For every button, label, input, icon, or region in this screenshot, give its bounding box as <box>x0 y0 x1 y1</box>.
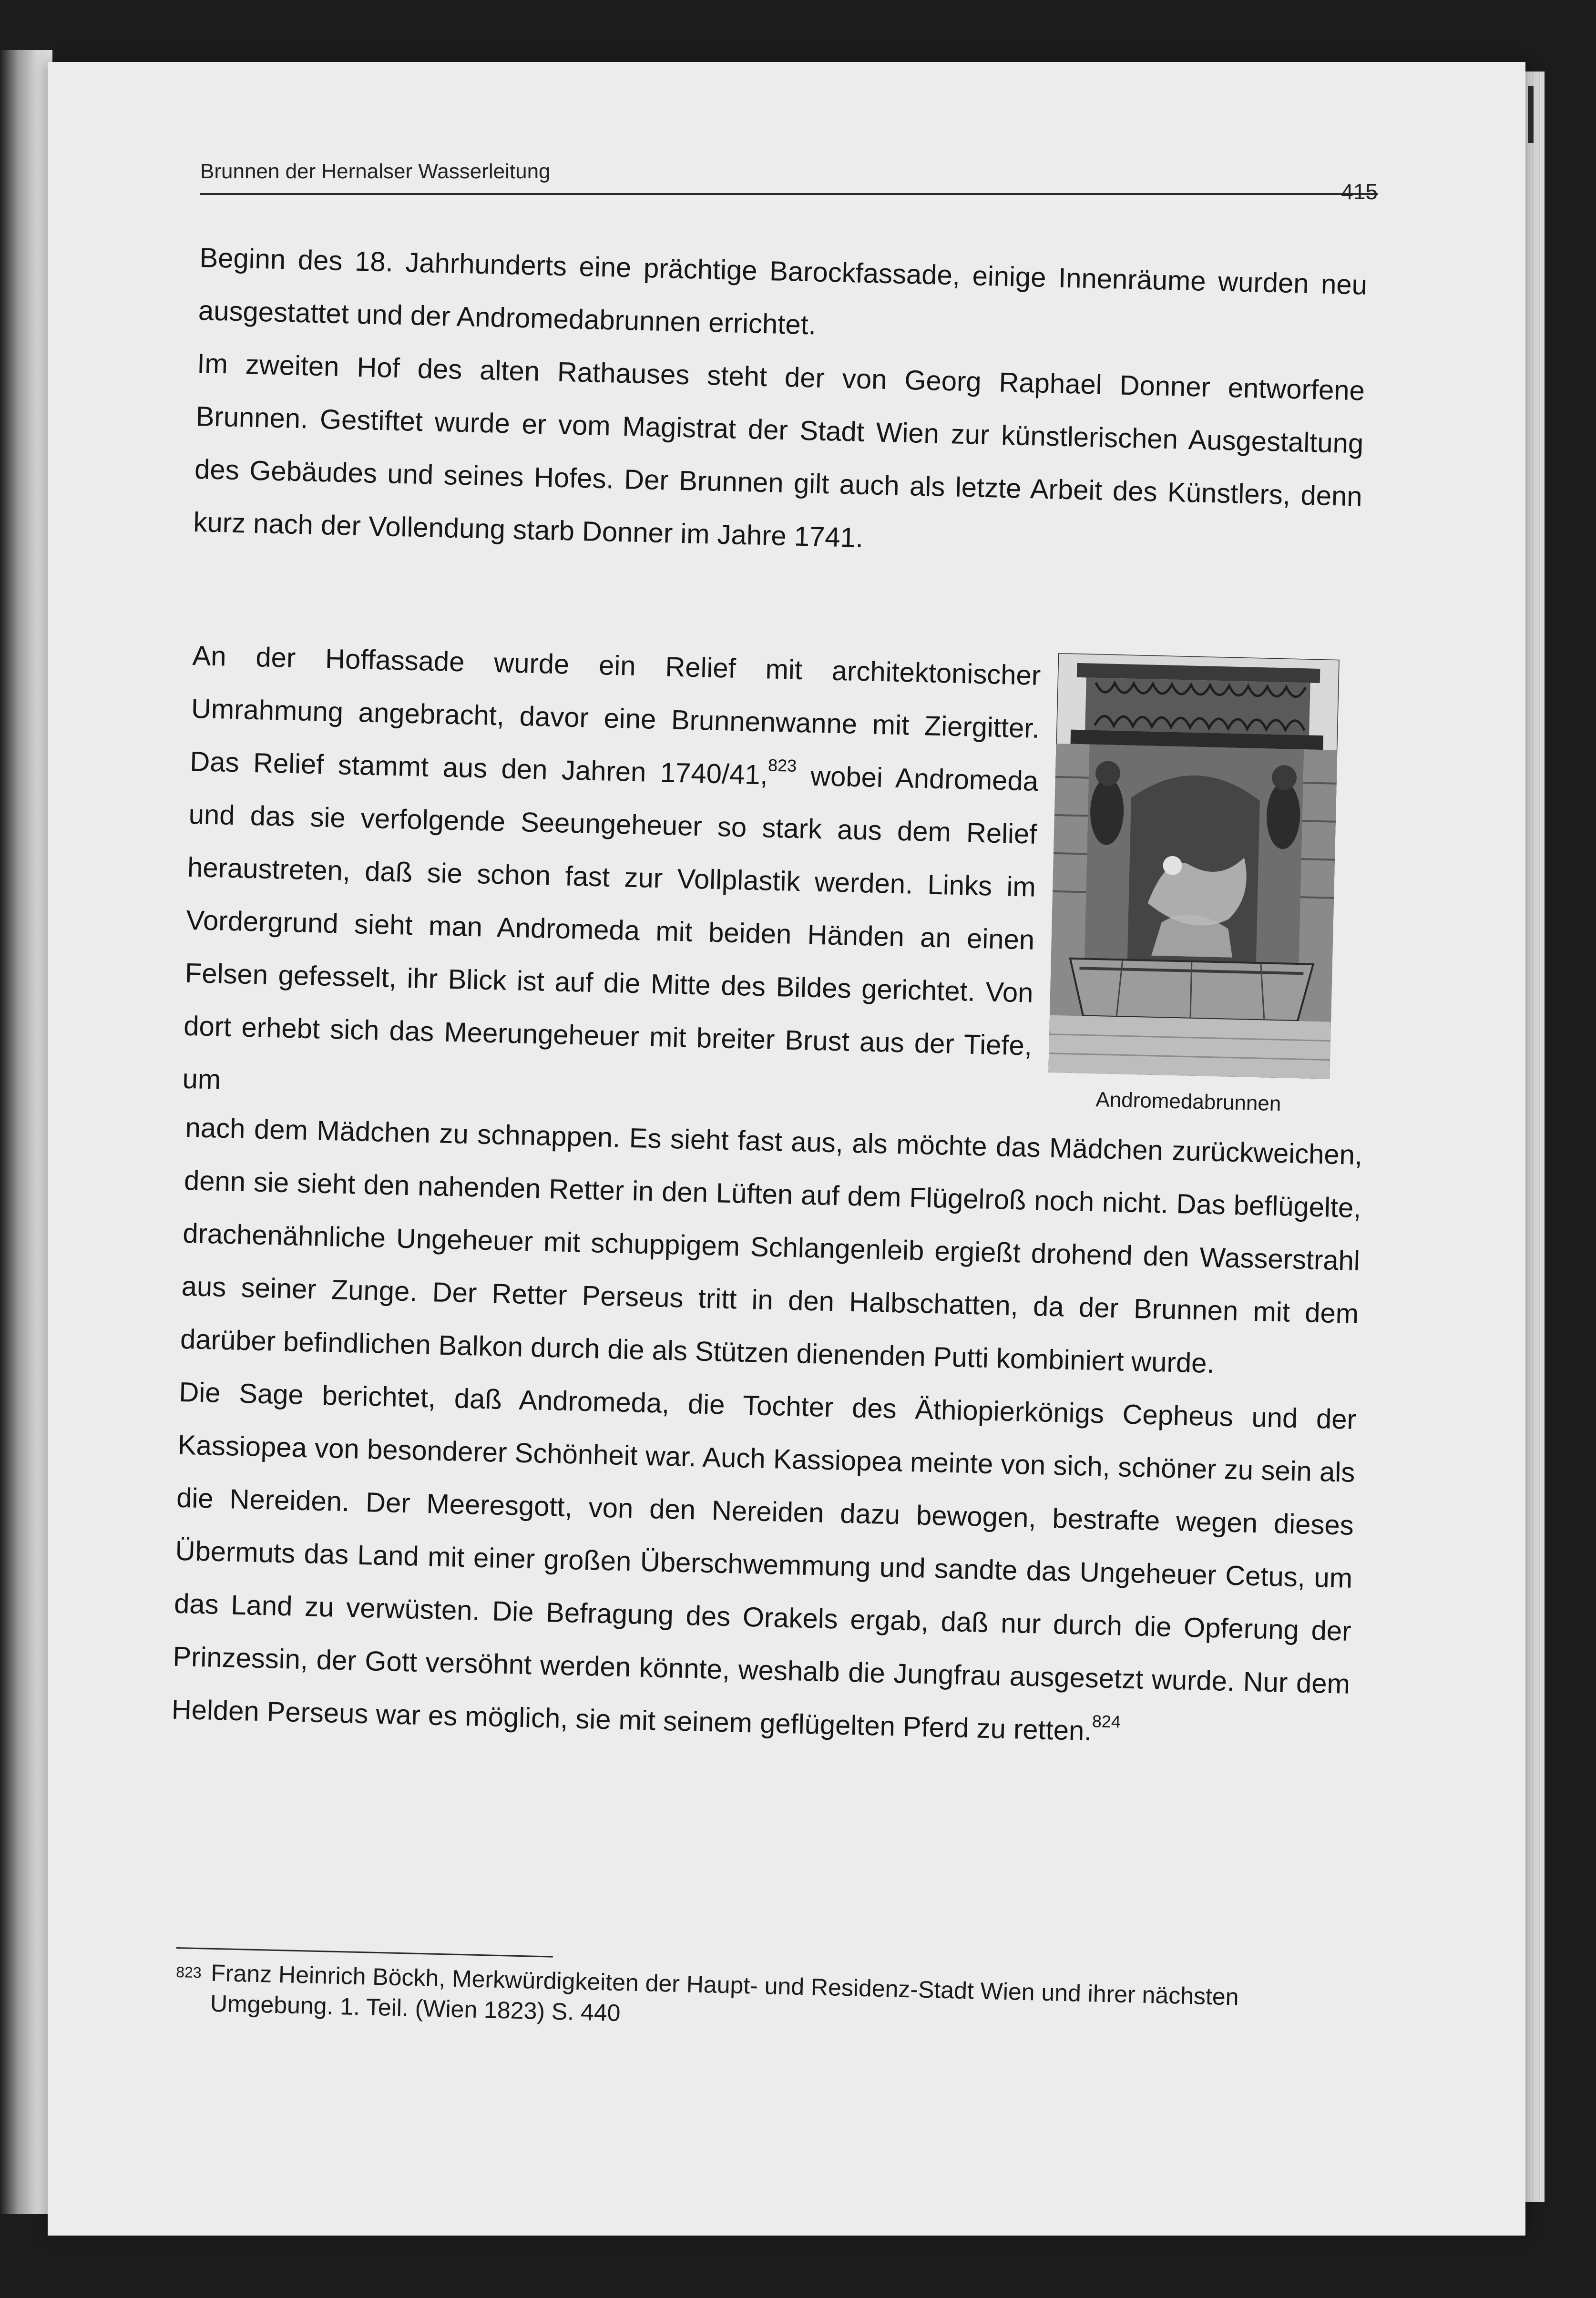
paragraph-3-part-b: wobei Andromeda und das sie verfolgende Seeungeheuer so stark aus dem Relief heraustreten, daß sie schon fast zur Vollplastik werden. Links im Vordergrund sieht man Andromeda mit beiden Händen an einen Felsen gefesselt, ihr Blick ist auf die Mitte des Bildes gerichtet. Von dort erhebt sich das Meerungeheuer mit breiter Brust aus der Tiefe, um <box>182 760 1039 1095</box>
paragraph-3-part-a: An der Hoffassade wurde ein Relief mit architektonischer Umrahmung angebracht, davor eine Brunnenwanne mit Ziergitter. Das Relief stammt aus den Jahren 1740/41, <box>189 640 1041 791</box>
footnote-ref-824: 824 <box>1092 1711 1121 1732</box>
paragraph-4-text: Die Sage berichtet, daß Andromeda, die Tochter des Äthiopierkönigs Cepheus und der Kassiopea von besonderer Schönheit war. Auch Kassiopea meinte von sich, schöner zu sein als die Nereiden. Der Meeresgott, von den Nereiden dazu bewogen, bestrafte wegen dieses Übermuts das Land mit einer großen Überschwemmung und sandte das Ungeheuer Cetus, um das Land zu verwüsten. Die Befragung des Orakels ergab, daß nur durch die Opferung der Prinzessin, der Gott versöhnt werden könnte, weshalb die Jungfrau ausgesetzt wurde. Nur dem Helden Perseus war es möglich, sie mit seinem geflügelten Pferd zu retten. <box>171 1376 1357 1747</box>
footnote-ref-823: 823 <box>767 755 797 776</box>
figure-caption: Andromedabrunnen <box>1095 1088 1281 1116</box>
book-spine-shadow <box>0 50 52 2214</box>
text-block-bottom <box>171 1101 1363 1764</box>
header-title: Brunnen der Hernalser Wasserleitung <box>200 160 551 183</box>
paragraph-1: Beginn des 18. Jahrhunderts eine prächtige Barockfassade, einige Innenräume wurden neu ausgestattet und der Andromedabrunnen errichtet. <box>198 242 1368 341</box>
andromeda-fountain-figure <box>1048 653 1340 1116</box>
paragraph-4 <box>171 1366 1357 1764</box>
page-number: 415 <box>1341 179 1378 204</box>
paragraph-3-start <box>182 629 1041 1125</box>
text-block-top <box>193 231 1368 576</box>
text-block-beside-figure <box>182 629 1041 1125</box>
running-header <box>200 160 1378 204</box>
footnote-text: Franz Heinrich Böckh, Merkwürdigkeiten der Haupt- und Residenz-Stadt Wien und ihrer nächsten Umgebung. 1. Teil. (Wien 1823) S. 440 <box>210 1959 1239 2026</box>
footnote-number: 823 <box>175 1963 202 1981</box>
paragraph-2: Im zweiten Hof des alten Rathauses steht der von Georg Raphael Donner entworfene Brunnen. Gestiftet wurde er vom Magistrat der Stadt Wien zur künstlerischen Ausgestaltung des Gebäudes und seines Hofes. Der Brunnen gilt auch als letzte Arbeit des Künstlers, denn kurz nach der Vollendung starb Donner im Jahre 1741. <box>193 347 1365 553</box>
fountain-photo <box>1048 653 1340 1079</box>
paragraph-3-continued: nach dem Mädchen zu schnappen. Es sieht fast aus, als möchte das Mädchen zurückweichen, denn sie sieht den nahenden Retter in den Lüften auf dem Flügelroß noch nicht. Das beflügelte, drachenähnliche Ungeheuer mit schuppigem Schlangenleib ergießt drohend den Wasserstrahl aus seiner Zunge. Der Retter Perseus tritt in den Halbschatten, da der Brunnen mit dem darüber befindlichen Balkon durch die als Stützen dienenden Putti kombiniert wurde. <box>180 1112 1363 1379</box>
page-edge-marker <box>1528 86 1534 143</box>
